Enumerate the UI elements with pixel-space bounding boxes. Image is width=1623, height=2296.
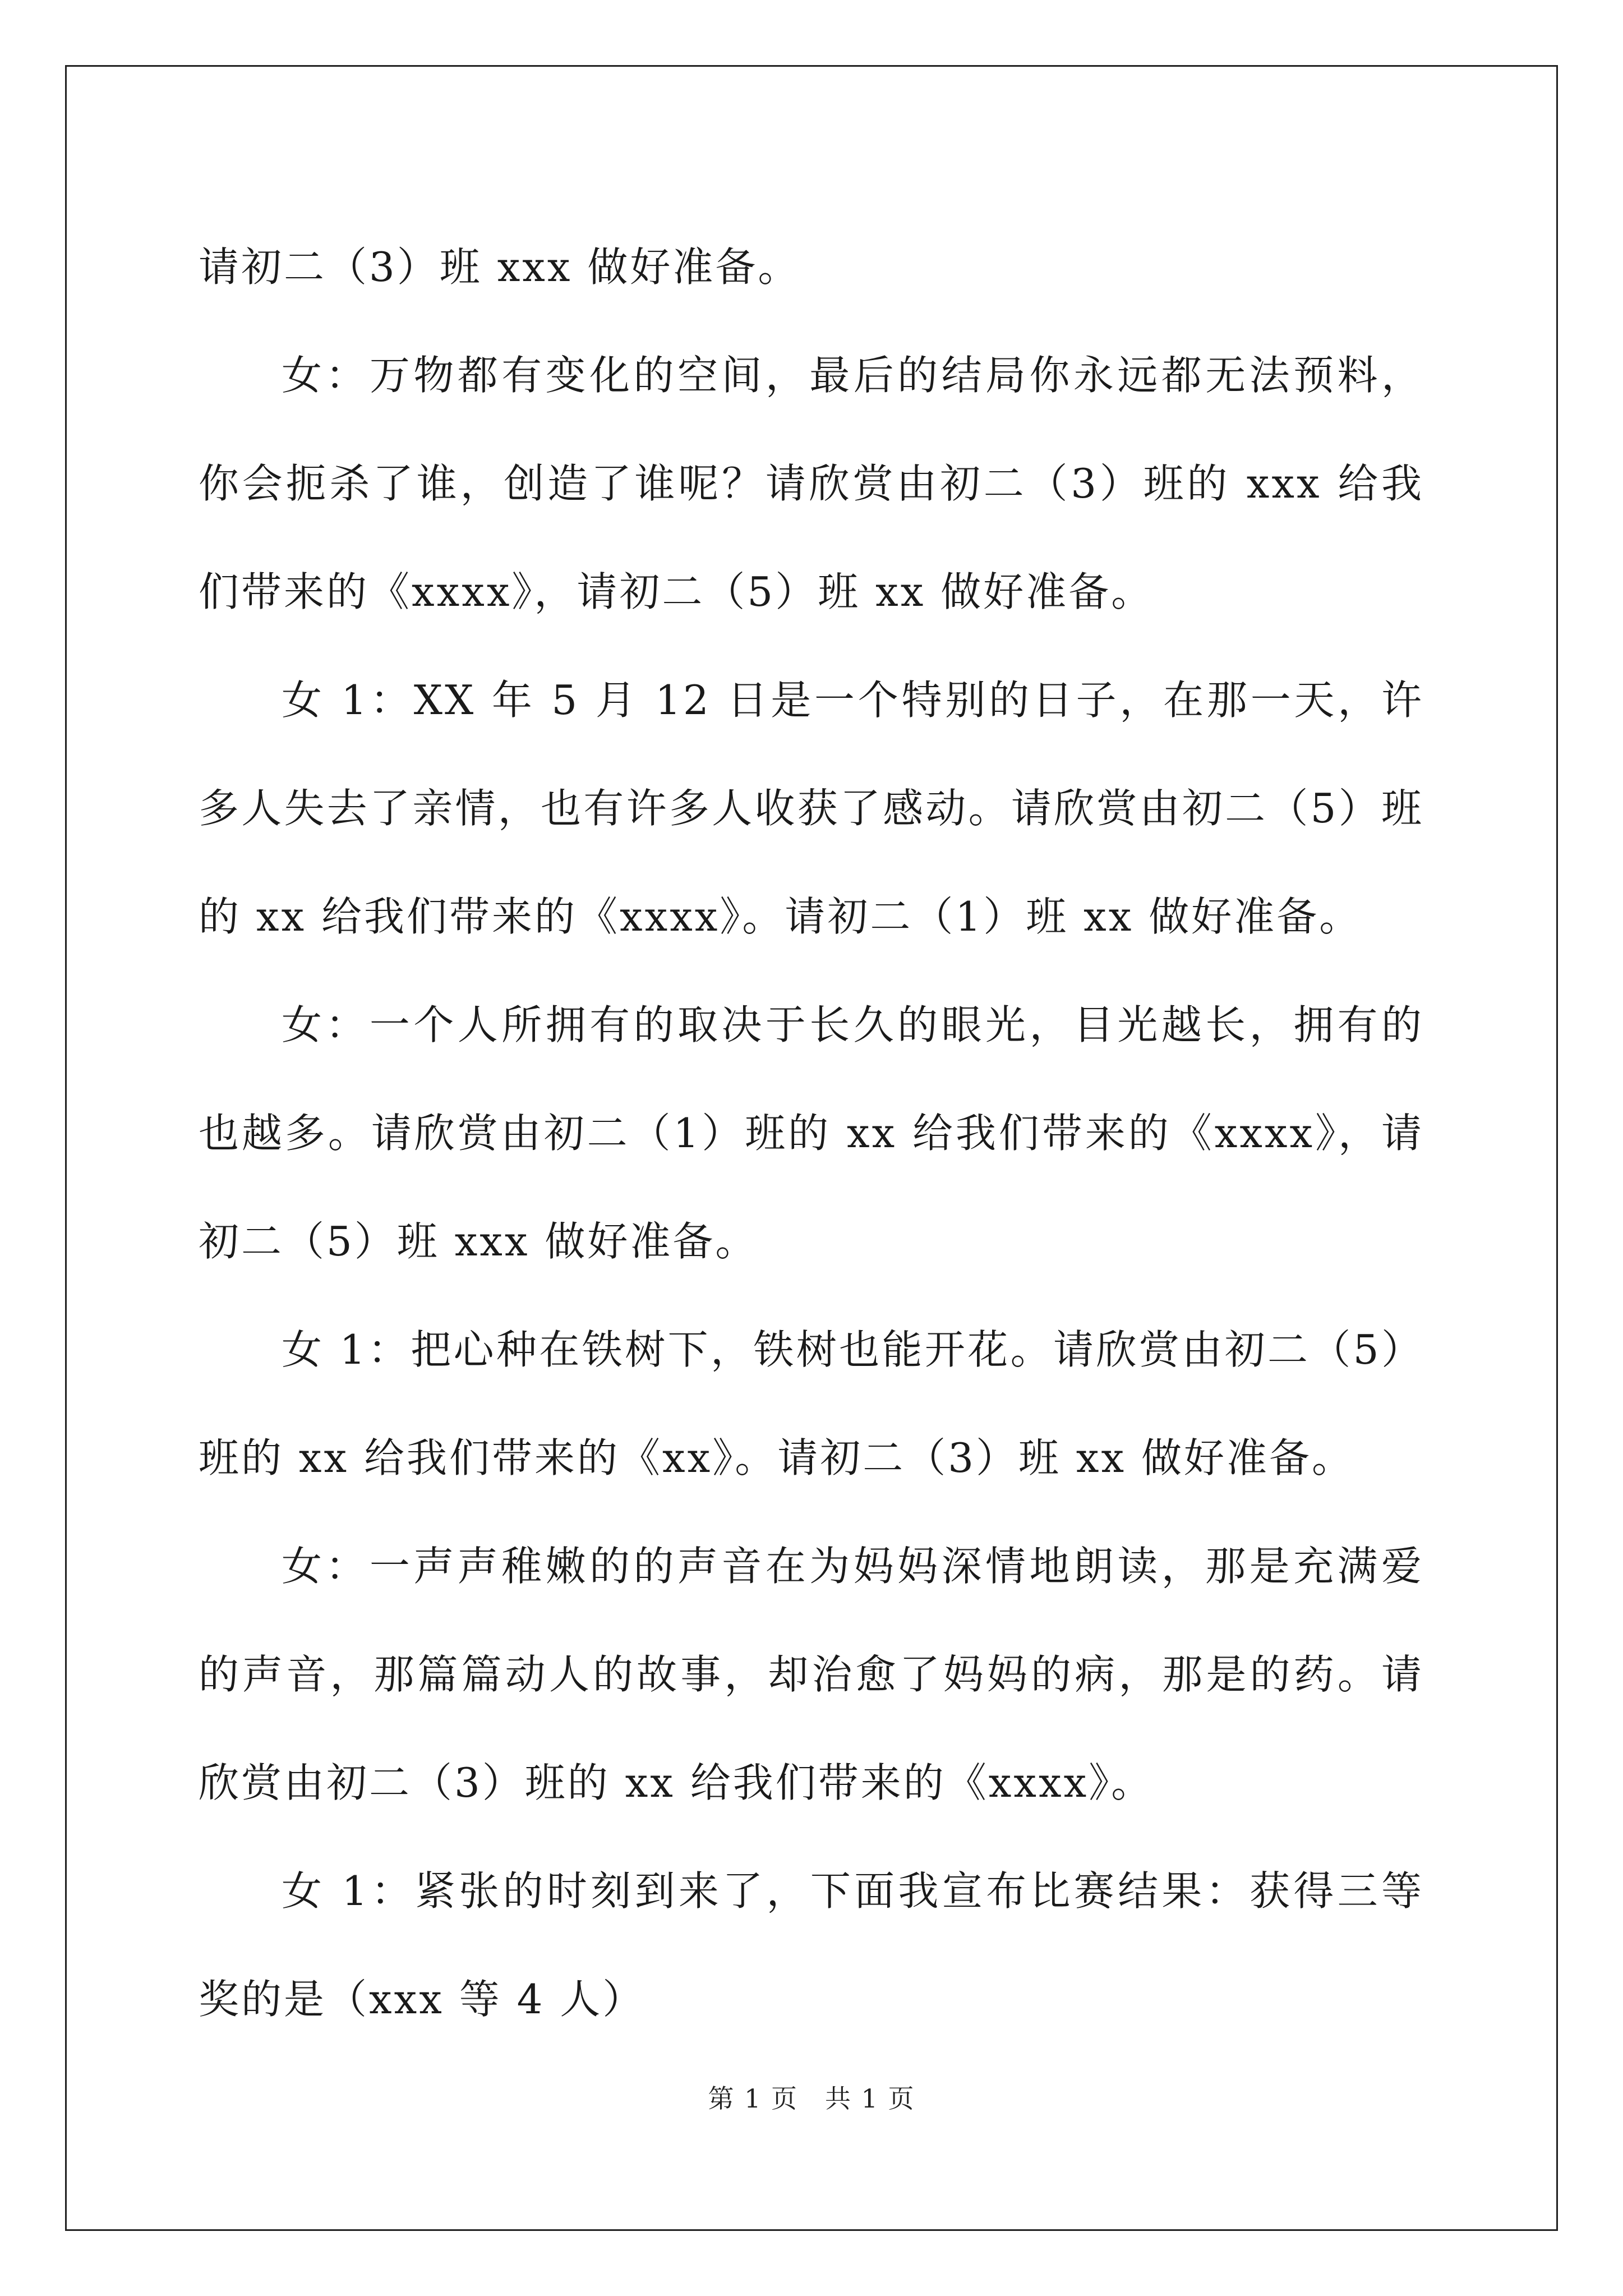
- paragraph-1: 请初二（3）班 xxx 做好准备。: [199, 243, 801, 291]
- paragraph-5: 女 1：把心种在铁树下，铁树也能开花。请欣赏由初二（5）班的 xx 给我们带来的《xx》。请初二（3）班 xx 做好准备。: [199, 1326, 1424, 1481]
- paragraph-3: 女 1：XX 年 5 月 12 日是一个特别的日子，在那一天，许多人失去了亲情，也有许多人收获了感动。请欣赏由初二（5）班的 xx 给我们带来的《xxxx》。请初二（1）班 xx 做好准备。: [199, 677, 1424, 940]
- paragraph-4: 女：一个人所拥有的取决于长久的眼光，目光越长，拥有的也越多。请欣赏由初二（1）班的 xx 给我们带来的《xxxx》，请初二（5）班 xxx 做好准备。: [199, 1001, 1424, 1265]
- page-number-footer: 第 1 页 共 1 页: [708, 2083, 915, 2114]
- paragraph-6: 女：一声声稚嫩的的声音在为妈妈深情地朗读，那是充满爱的声音，那篇篇动人的故事，却治愈了妈妈的病，那是的药。请欣赏由初二（3）班的 xx 给我们带来的《xxxx》。: [199, 1543, 1424, 1806]
- paragraph-2: 女：万物都有变化的空间，最后的结局你永远都无法预料，你会扼杀了谁，创造了谁呢？请欣赏由初二（3）班的 xxx 给我们带来的《xxxx》，请初二（5）班 xx 做好准备。: [199, 352, 1424, 615]
- document-body: [199, 213, 1424, 2054]
- paragraph-7: 女 1：紧张的时刻到来了，下面我宣布比赛结果：获得三等奖的是（xxx 等 4 人）: [199, 1867, 1424, 2023]
